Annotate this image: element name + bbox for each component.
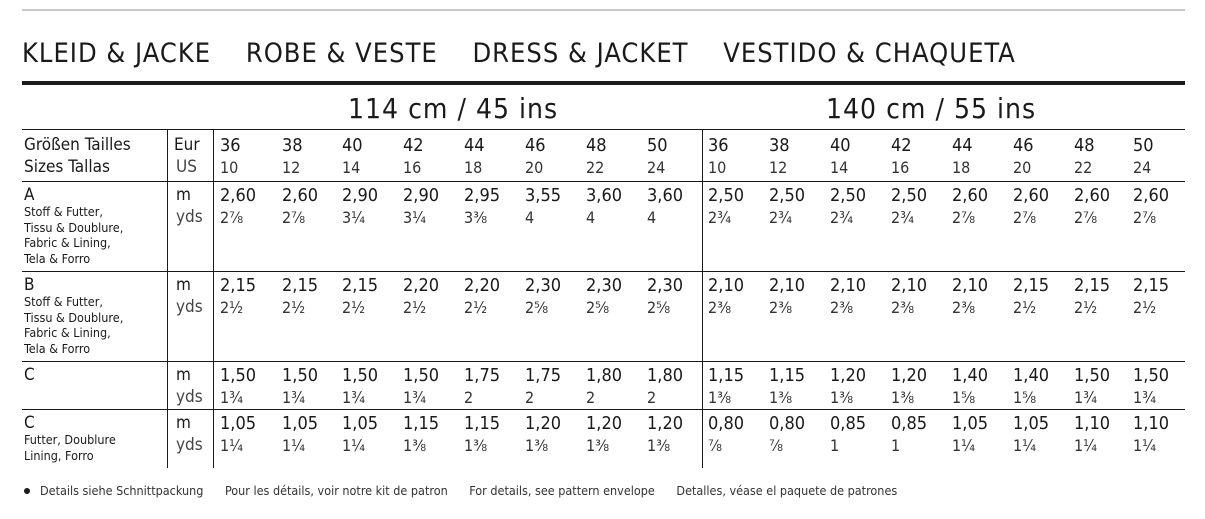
yards-value: 3¼ bbox=[403, 208, 427, 227]
meters-value: 0,80 bbox=[708, 413, 745, 434]
meters-value: 1,50 bbox=[1133, 365, 1170, 386]
title-german: KLEID & JACKE bbox=[22, 38, 212, 69]
yards-value: 1 bbox=[891, 436, 901, 455]
view-description: Tissu & Doublure, bbox=[24, 309, 124, 325]
title-spanish: VESTIDO & CHAQUETA bbox=[723, 38, 1016, 69]
us-size: 10 bbox=[220, 158, 239, 177]
yards-value: 1¼ bbox=[220, 436, 244, 455]
yards-value: 2⅞ bbox=[952, 208, 976, 227]
meters-value: 1,50 bbox=[282, 365, 319, 386]
eur-size: 48 bbox=[586, 135, 607, 156]
meters-value: 1,50 bbox=[342, 365, 379, 386]
yards-value: 2⅝ bbox=[586, 298, 610, 317]
meters-value: 1,75 bbox=[464, 365, 501, 386]
yards-value: 3¼ bbox=[342, 208, 366, 227]
yards-value: 2⅞ bbox=[282, 208, 306, 227]
yards-value: 1¾ bbox=[1133, 388, 1157, 407]
meters-value: 2,95 bbox=[464, 185, 501, 206]
table-rule bbox=[22, 181, 1185, 182]
yards-value: 2¾ bbox=[830, 208, 854, 227]
yards-value: 2⅜ bbox=[830, 298, 854, 317]
us-size: 18 bbox=[952, 158, 971, 177]
sizes-label-1: Größen Tailles bbox=[24, 135, 131, 155]
top-rule bbox=[22, 9, 1185, 11]
yards-value: 1⅜ bbox=[586, 436, 610, 455]
yards-value: 2½ bbox=[1074, 298, 1098, 317]
unit-meters: m bbox=[176, 365, 191, 385]
meters-value: 2,60 bbox=[1133, 185, 1170, 206]
us-size: 12 bbox=[769, 158, 788, 177]
meters-value: 0,85 bbox=[891, 413, 928, 434]
table-rule bbox=[22, 271, 1185, 272]
bullet-icon bbox=[24, 488, 30, 494]
meters-value: 2,15 bbox=[1013, 275, 1050, 296]
yards-value: 2⅞ bbox=[1074, 208, 1098, 227]
meters-value: 1,05 bbox=[220, 413, 257, 434]
meters-value: 1,10 bbox=[1133, 413, 1170, 434]
meters-value: 1,50 bbox=[220, 365, 257, 386]
meters-value: 1,80 bbox=[647, 365, 684, 386]
meters-value: 2,50 bbox=[830, 185, 867, 206]
unit-yards: yds bbox=[176, 387, 203, 407]
yards-value: 1¾ bbox=[403, 388, 427, 407]
yards-value: 2⅜ bbox=[891, 298, 915, 317]
unit-yards: yds bbox=[176, 297, 203, 317]
eur-size: 44 bbox=[952, 135, 973, 156]
meters-value: 1,20 bbox=[525, 413, 562, 434]
meters-value: 0,85 bbox=[830, 413, 867, 434]
yards-value: 2½ bbox=[1133, 298, 1157, 317]
eur-size: 42 bbox=[403, 135, 424, 156]
meters-value: 2,15 bbox=[1133, 275, 1170, 296]
meters-value: 1,15 bbox=[769, 365, 806, 386]
us-size: 16 bbox=[403, 158, 422, 177]
yards-value: 2 bbox=[586, 388, 596, 407]
yards-value: 1⅜ bbox=[464, 436, 488, 455]
us-size: 22 bbox=[586, 158, 605, 177]
yards-value: 1⅝ bbox=[1013, 388, 1037, 407]
unit-meters: m bbox=[176, 275, 191, 295]
yards-value: 2¾ bbox=[769, 208, 793, 227]
meters-value: 2,10 bbox=[830, 275, 867, 296]
meters-value: 2,60 bbox=[220, 185, 257, 206]
meters-value: 2,15 bbox=[1074, 275, 1111, 296]
meters-value: 2,60 bbox=[1013, 185, 1050, 206]
us-size: 16 bbox=[891, 158, 910, 177]
yards-value: 2½ bbox=[220, 298, 244, 317]
yards-value: 4 bbox=[647, 208, 657, 227]
yards-value: 1¾ bbox=[342, 388, 366, 407]
meters-value: 2,30 bbox=[525, 275, 562, 296]
view-description: Stoff & Futter, bbox=[24, 204, 103, 219]
meters-value: 2,60 bbox=[1074, 185, 1111, 206]
yards-value: 1¾ bbox=[282, 388, 306, 407]
meters-value: 1,50 bbox=[1074, 365, 1111, 386]
us-size: 20 bbox=[1013, 158, 1032, 177]
view-label: A bbox=[24, 185, 35, 205]
view-label: C bbox=[24, 365, 35, 385]
yards-value: 1¼ bbox=[1013, 436, 1037, 455]
yards-value: 1¾ bbox=[1074, 388, 1098, 407]
view-description: Futter, Doublure bbox=[24, 432, 116, 447]
yards-value: 2⅜ bbox=[769, 298, 793, 317]
title-english: DRESS & JACKET bbox=[472, 38, 689, 69]
meters-value: 1,05 bbox=[1013, 413, 1050, 434]
yards-value: 4 bbox=[525, 208, 535, 227]
us-size: 22 bbox=[1074, 158, 1093, 177]
meters-value: 2,30 bbox=[586, 275, 623, 296]
meters-value: 2,10 bbox=[891, 275, 928, 296]
footer-spanish: Detalles, véase el paquete de patrones bbox=[676, 483, 898, 498]
footer-german: Details siehe Schnittpackung bbox=[40, 483, 204, 498]
meters-value: 2,15 bbox=[282, 275, 319, 296]
yards-value: 2⅜ bbox=[952, 298, 976, 317]
meters-value: 1,50 bbox=[403, 365, 440, 386]
yards-value: 2½ bbox=[282, 298, 306, 317]
yards-value: 1¼ bbox=[1074, 436, 1098, 455]
yards-value: ⅞ bbox=[769, 436, 783, 455]
yards-value: 2⅞ bbox=[220, 208, 244, 227]
meters-value: 2,10 bbox=[708, 275, 745, 296]
meters-value: 2,60 bbox=[282, 185, 319, 206]
meters-value: 1,05 bbox=[952, 413, 989, 434]
yards-value: 2½ bbox=[1013, 298, 1037, 317]
eur-size: 44 bbox=[464, 135, 485, 156]
meters-value: 2,90 bbox=[403, 185, 440, 206]
meters-value: 0,80 bbox=[769, 413, 806, 434]
view-description: Fabric & Lining, bbox=[24, 235, 111, 250]
unit-meters: m bbox=[176, 413, 191, 433]
yards-value: 1¼ bbox=[952, 436, 976, 455]
us-size: 14 bbox=[342, 158, 361, 177]
table-rule bbox=[22, 409, 1185, 410]
yards-value: 1⅜ bbox=[830, 388, 854, 407]
thick-rule bbox=[22, 81, 1185, 85]
view-description: Fabric & Lining, bbox=[24, 325, 111, 340]
eur-size: 38 bbox=[769, 135, 790, 156]
yards-value: 1⅜ bbox=[891, 388, 915, 407]
us-size: 12 bbox=[282, 158, 301, 177]
yards-value: 1⅜ bbox=[647, 436, 671, 455]
yards-value: 2⅞ bbox=[1013, 208, 1037, 227]
table-rule bbox=[22, 129, 1185, 130]
eur-size: 36 bbox=[708, 135, 729, 156]
meters-value: 1,20 bbox=[830, 365, 867, 386]
meters-value: 2,60 bbox=[952, 185, 989, 206]
view-label: B bbox=[24, 275, 35, 295]
us-size: 10 bbox=[708, 158, 727, 177]
eur-size: 50 bbox=[1133, 135, 1154, 156]
column-divider bbox=[213, 130, 214, 468]
yards-value: 2⅝ bbox=[647, 298, 671, 317]
eur-label: Eur bbox=[174, 135, 200, 155]
yards-value: 3⅜ bbox=[464, 208, 488, 227]
meters-value: 2,90 bbox=[342, 185, 379, 206]
yards-value: 2 bbox=[464, 388, 474, 407]
meters-value: 2,50 bbox=[891, 185, 928, 206]
yards-value: 4 bbox=[586, 208, 596, 227]
meters-value: 1,10 bbox=[1074, 413, 1111, 434]
yards-value: 2 bbox=[525, 388, 535, 407]
meters-value: 3,55 bbox=[525, 185, 562, 206]
meters-value: 1,15 bbox=[708, 365, 745, 386]
meters-value: 3,60 bbox=[586, 185, 623, 206]
view-label: C bbox=[24, 413, 35, 433]
us-size: 24 bbox=[1133, 158, 1152, 177]
eur-size: 36 bbox=[220, 135, 241, 156]
meters-value: 1,05 bbox=[342, 413, 379, 434]
meters-value: 1,05 bbox=[282, 413, 319, 434]
yards-value: 1⅜ bbox=[769, 388, 793, 407]
footer-english: For details, see pattern envelope bbox=[469, 483, 655, 498]
meters-value: 1,15 bbox=[403, 413, 440, 434]
meters-value: 1,40 bbox=[1013, 365, 1050, 386]
meters-value: 2,10 bbox=[769, 275, 806, 296]
yards-value: 2½ bbox=[464, 298, 488, 317]
us-size: 24 bbox=[647, 158, 666, 177]
sizes-label-2: Sizes Tallas bbox=[24, 157, 110, 177]
yards-value: 1¼ bbox=[1133, 436, 1157, 455]
meters-value: 2,20 bbox=[403, 275, 440, 296]
meters-value: 2,10 bbox=[952, 275, 989, 296]
fabric-width-114: 114 cm / 45 ins bbox=[348, 92, 559, 125]
us-size: 18 bbox=[464, 158, 483, 177]
view-description: Lining, Forro bbox=[24, 447, 94, 463]
eur-size: 38 bbox=[282, 135, 303, 156]
unit-meters: m bbox=[176, 185, 191, 205]
yards-value: 1¼ bbox=[342, 436, 366, 455]
yards-value: ⅞ bbox=[708, 436, 722, 455]
yards-value: 1¼ bbox=[282, 436, 306, 455]
column-divider bbox=[167, 130, 168, 468]
eur-size: 40 bbox=[342, 135, 363, 156]
fabric-width-140: 140 cm / 55 ins bbox=[826, 92, 1037, 125]
meters-value: 3,60 bbox=[647, 185, 684, 206]
meters-value: 1,15 bbox=[464, 413, 501, 434]
yards-value: 1¾ bbox=[220, 388, 244, 407]
meters-value: 1,75 bbox=[525, 365, 562, 386]
meters-value: 1,20 bbox=[891, 365, 928, 386]
yards-value: 2½ bbox=[403, 298, 427, 317]
meters-value: 2,50 bbox=[708, 185, 745, 206]
eur-size: 48 bbox=[1074, 135, 1095, 156]
eur-size: 46 bbox=[1013, 135, 1034, 156]
yards-value: 2½ bbox=[342, 298, 366, 317]
view-description: Stoff & Futter, bbox=[24, 294, 103, 309]
yards-value: 1⅝ bbox=[952, 388, 976, 407]
footer-note bbox=[22, 483, 915, 498]
us-size: 20 bbox=[525, 158, 544, 177]
yards-value: 2¾ bbox=[708, 208, 732, 227]
eur-size: 46 bbox=[525, 135, 546, 156]
yards-value: 1⅜ bbox=[708, 388, 732, 407]
table-rule bbox=[22, 361, 1185, 362]
eur-size: 50 bbox=[647, 135, 668, 156]
view-description: Tela & Forro bbox=[24, 250, 91, 266]
view-description: Tela & Forro bbox=[24, 340, 91, 356]
yards-value: 2 bbox=[647, 388, 657, 407]
yards-value: 1 bbox=[830, 436, 840, 455]
eur-size: 40 bbox=[830, 135, 851, 156]
yards-value: 2¾ bbox=[891, 208, 915, 227]
unit-yards: yds bbox=[176, 207, 203, 227]
meters-value: 2,15 bbox=[220, 275, 257, 296]
us-size: 14 bbox=[830, 158, 849, 177]
meters-value: 1,80 bbox=[586, 365, 623, 386]
title-row bbox=[22, 38, 1192, 72]
yards-value: 2⅜ bbox=[708, 298, 732, 317]
meters-value: 1,40 bbox=[952, 365, 989, 386]
meters-value: 2,50 bbox=[769, 185, 806, 206]
footer-french: Pour les détails, voir notre kit de patron bbox=[224, 483, 448, 498]
title-french: ROBE & VESTE bbox=[245, 38, 438, 69]
unit-yards: yds bbox=[176, 435, 203, 455]
us-label: US bbox=[176, 157, 197, 177]
meters-value: 2,15 bbox=[342, 275, 379, 296]
yards-value: 1⅜ bbox=[403, 436, 427, 455]
yards-value: 2⅝ bbox=[525, 298, 549, 317]
meters-value: 2,30 bbox=[647, 275, 684, 296]
meters-value: 1,20 bbox=[586, 413, 623, 434]
view-description: Tissu & Doublure, bbox=[24, 219, 124, 235]
yards-value: 1⅜ bbox=[525, 436, 549, 455]
eur-size: 42 bbox=[891, 135, 912, 156]
column-divider bbox=[702, 130, 703, 468]
yards-value: 2⅞ bbox=[1133, 208, 1157, 227]
meters-value: 1,20 bbox=[647, 413, 684, 434]
meters-value: 2,20 bbox=[464, 275, 501, 296]
